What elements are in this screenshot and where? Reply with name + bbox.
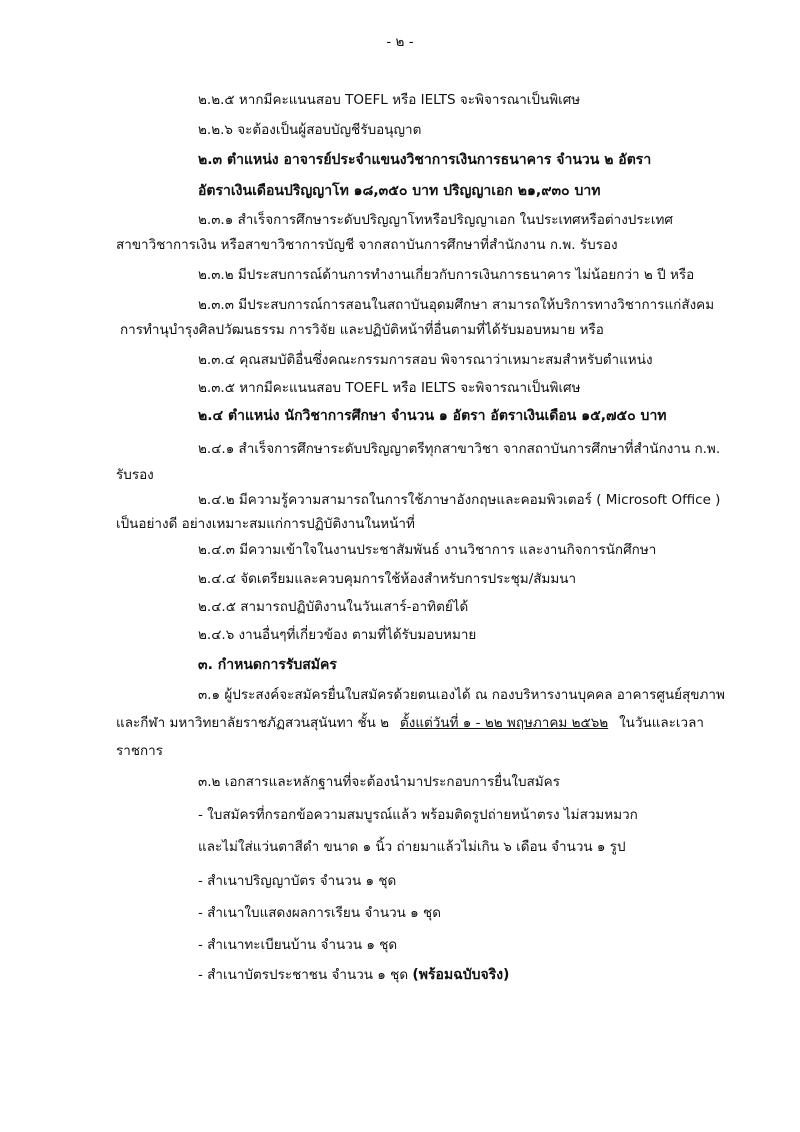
- item-3-1-cont: [116, 713, 704, 733]
- item-2-4-1-cont: รับรอง: [116, 467, 154, 483]
- doc-item-id-card: [198, 965, 509, 985]
- doc-item-transcript: - สำเนาใบแสดงผลการเรียน จำนวน ๑ ชุด: [198, 905, 441, 921]
- item-2-3-3-cont: การทำนุบำรุงศิลปวัฒนธรรม การวิจัย และปฏิบัติหน้าที่อื่นตามที่ได้รับมอบหมาย หรือ: [120, 322, 604, 338]
- item-2-3-5: ๒.๓.๕ หากมีคะแนนสอบ TOEFL หรือ IELTS จะพิจารณาเป็นพิเศษ: [198, 380, 581, 396]
- item-2-4-1: ๒.๔.๑ สำเร็จการศึกษาระดับปริญญาตรีทุกสาขาวิชา จากสถาบันการศึกษาที่สำนักงาน ก.พ.: [198, 441, 721, 457]
- item-2-3-1-cont: สาขาวิชาการเงิน หรือสาขาวิชาการบัญชี จากสถาบันการศึกษาที่สำนักงาน ก.พ. รับรอง: [116, 237, 618, 253]
- heading-2-4: ๒.๔ ตำแหน่ง นักวิชาการศึกษา จำนวน ๑ อัตรา อัตราเงินเดือน ๑๕,๗๕๐ บาท: [198, 408, 667, 424]
- doc-item-house-registration: - สำเนาทะเบียนบ้าน จำนวน ๑ ชุด: [198, 937, 398, 953]
- item-2-3-1: ๒.๓.๑ สำเร็จการศึกษาระดับปริญญาโทหรือปริญญาเอก ในประเทศหรือต่างประเทศ: [198, 212, 673, 228]
- item-2-4-5: ๒.๔.๕ สามารถปฏิบัติงานในวันเสาร์-อาทิตย์ได้: [198, 599, 469, 615]
- item-2-4-3: ๒.๔.๓ มีความเข้าใจในงานประชาสัมพันธ์ งานวิชาการ และงานกิจการนักศึกษา: [198, 542, 657, 558]
- item-2-2-5: ๒.๒.๕ หากมีคะแนนสอบ TOEFL หรือ IELTS จะพิจารณาเป็นพิเศษ: [198, 92, 581, 108]
- doc-item-id-card-text: - สำเนาบัตรประชาชน จำนวน ๑ ชุด: [198, 967, 409, 983]
- item-3-1-location: และกีฬา มหาวิทยาลัยราชภัฏสวนสุนันทา ชั้น ๒: [116, 715, 390, 731]
- item-2-2-6: ๒.๒.๖ จะต้องเป็นผู้สอบบัญชีรับอนุญาต: [198, 122, 422, 138]
- item-2-3-2: ๒.๓.๒ มีประสบการณ์ด้านการทำงานเกี่ยวกับการเงินการธนาคาร ไม่น้อยกว่า ๒ ปี หรือ: [198, 267, 695, 283]
- doc-item-degree: - สำเนาปริญญาบัตร จำนวน ๑ ชุด: [198, 873, 397, 889]
- item-2-3-4: ๒.๓.๔ คุณสมบัติอื่นซึ่งคณะกรรมการสอบ พิจารณาว่าเหมาะสมสำหรับตำแหน่ง: [198, 352, 653, 368]
- item-3-1: ๓.๑ ผู้ประสงค์จะสมัครยื่นใบสมัครด้วยตนเองได้ ณ กองบริหารงานบุคคล อาคารศูนย์สุขภาพ: [198, 687, 725, 703]
- heading-2-3: ๒.๓ ตำแหน่ง อาจารย์ประจำแขนงวิชาการเงินการธนาคาร จำนวน ๒ อัตรา: [198, 152, 652, 168]
- item-2-4-2-cont: เป็นอย่างดี อย่างเหมาะสมแก่การปฏิบัติงานในหน้าที่: [116, 516, 415, 532]
- doc-item-application-cont: และไม่ใส่แว่นตาสีดำ ขนาด ๑ นิ้ว ถ่ายมาแล้วไม่เกิน ๖ เดือน จำนวน ๑ รูป: [198, 839, 626, 855]
- doc-item-id-card-original: (พร้อมฉบับจริง): [412, 967, 510, 983]
- item-2-4-4: ๒.๔.๔ จัดเตรียมและควบคุมการใช้ห้องสำหรับการประชุม/สัมมนา: [198, 571, 577, 587]
- doc-item-application: - ใบสมัครที่กรอกข้อความสมบูรณ์แล้ว พร้อมติดรูปถ่ายหน้าตรง ไม่สวมหมวก: [198, 807, 638, 823]
- item-3-1-dates: ตั้งแต่วันที่ ๑ - ๒๒ พฤษภาคม ๒๕๖๒: [399, 715, 609, 731]
- item-3-1-time: ในวันและเวลา: [619, 715, 704, 731]
- item-2-4-2: ๒.๔.๒ มีความรู้ความสามารถในการใช้ภาษาอังกฤษและคอมพิวเตอร์ ( Microsoft Office ): [198, 492, 721, 508]
- item-3-2: ๓.๒ เอกสารและหลักฐานที่จะต้องนำมาประกอบการยื่นใบสมัคร: [198, 774, 560, 790]
- item-3-1-cont2: ราชการ: [116, 743, 163, 759]
- item-2-3-3: ๒.๓.๓ มีประสบการณ์การสอนในสถาบันอุดมศึกษา สามารถให้บริการทางวิชาการแก่สังคม: [198, 297, 715, 313]
- item-2-4-6: ๒.๔.๖ งานอื่นๆที่เกี่ยวข้อง ตามที่ได้รับมอบหมาย: [198, 627, 477, 643]
- page-number: - ๒ -: [386, 34, 414, 50]
- heading-2-3-salary: อัตราเงินเดือนปริญญาโท ๑๘,๓๕๐ บาท ปริญญาเอก ๒๑,๙๓๐ บาท: [198, 183, 601, 199]
- heading-3: ๓. กำหนดการรับสมัคร: [198, 657, 337, 673]
